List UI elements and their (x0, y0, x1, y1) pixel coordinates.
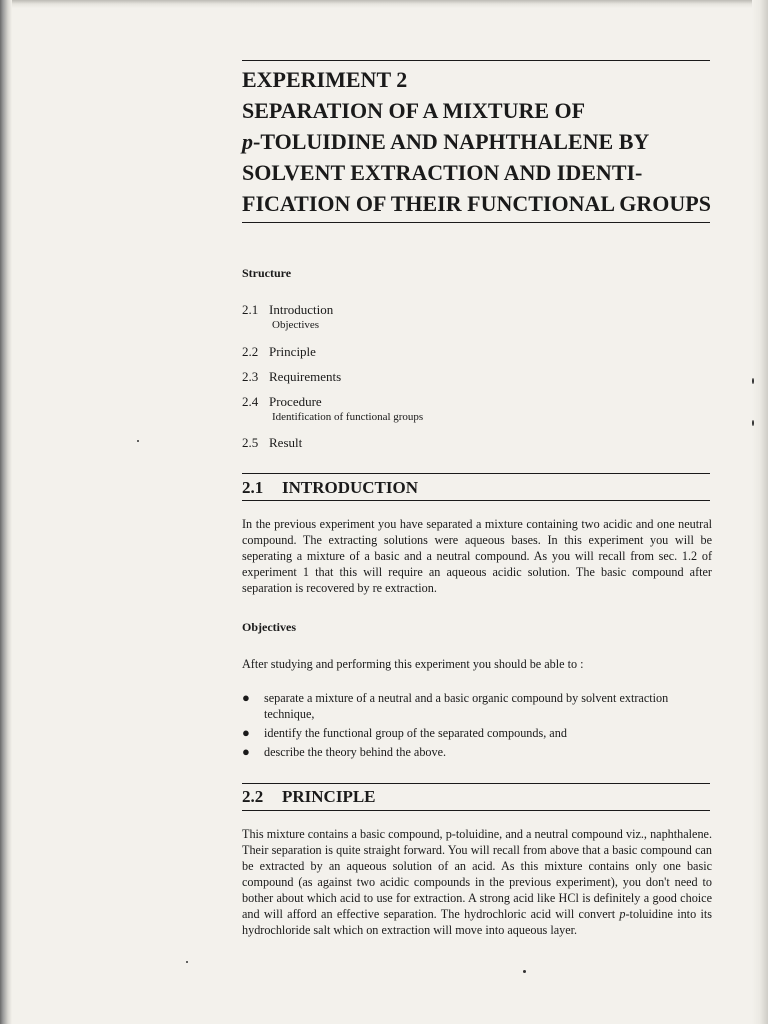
title-line-5: FICATION OF THEIR FUNCTIONAL GROUPS (242, 191, 711, 216)
section-title: PRINCIPLE (282, 787, 376, 806)
title-line-2: SEPARATION OF A MIXTURE OF (242, 98, 586, 123)
toc-label: Procedure (269, 394, 322, 409)
principle-text-a: This mixture contains a basic compound, p-toluidine, and a neutral compound viz., naphthalene. Their separation is quite straight forward. You will recall from above that a basic compound can be extracted by an aqueous solution of an acid. As this mixture contains only one basic compound (as against two acidic compounds in the previous experiment), you don't need to bother about which acid to use for extraction. A strong acid like HCl is definitely a good choice and will afford an effective separation. The hydrochloric acid will convert (242, 827, 712, 921)
bullet-icon: ● (242, 744, 250, 759)
toc-label: Introduction (269, 302, 334, 317)
title-top-rule (242, 60, 710, 61)
list-item (242, 744, 712, 760)
section-title: INTRODUCTION (282, 478, 419, 497)
toc-number: 2.3 (242, 369, 259, 384)
title-bottom-rule (242, 222, 710, 223)
toc-item-result (242, 435, 302, 451)
principle-top-rule (242, 783, 710, 784)
toc-number: 2.5 (242, 435, 259, 450)
scan-speck (137, 440, 139, 442)
toc-item-procedure (242, 394, 423, 424)
title-p-italic: p (242, 129, 253, 154)
scan-speck (186, 961, 188, 963)
title-line-3-text: -TOLUIDINE AND NAPHTHALENE BY (253, 129, 650, 154)
title-line-4: SOLVENT EXTRACTION AND IDENTI- (242, 160, 643, 185)
intro-top-rule (242, 473, 710, 474)
section-number: 2.1 (242, 478, 264, 497)
objective-text: separate a mixture of a neutral and a basic organic compound by solvent extraction technique, (264, 691, 669, 721)
toc-label: Result (269, 435, 303, 450)
scan-speck (523, 970, 526, 973)
principle-paragraph (242, 826, 712, 938)
principle-text-b: -toluidine into its hydrochloride salt which on extraction will move into aqueous layer. (242, 907, 712, 937)
objectives-intro: After studying and performing this experiment you should be able to : (242, 657, 584, 671)
bullet-icon: ● (242, 690, 250, 705)
toc-subitem: Identification of functional groups (272, 411, 424, 423)
objectives-list (242, 690, 712, 763)
principle-bottom-rule (242, 810, 710, 811)
intro-bottom-rule (242, 500, 710, 501)
structure-heading: Structure (242, 266, 292, 280)
scan-speck (752, 378, 754, 384)
objective-text: describe the theory behind the above. (264, 745, 447, 759)
toc-number: 2.2 (242, 344, 259, 359)
toc-subitem: Objectives (272, 319, 320, 331)
scan-edge-top (0, 0, 768, 8)
title-line-3 (242, 126, 712, 157)
list-item (242, 690, 712, 722)
toc-label: Requirements (269, 369, 342, 384)
objectives-heading: Objectives (242, 620, 296, 634)
list-item (242, 725, 712, 741)
scan-edge-left (0, 0, 12, 1024)
toc-number: 2.1 (242, 302, 259, 317)
toc-item-introduction (242, 302, 333, 332)
title-line-1: EXPERIMENT 2 (242, 67, 408, 92)
toc-number: 2.4 (242, 394, 259, 409)
introduction-paragraph: In the previous experiment you have separated a mixture containing two acidic and one neutral compound. The extracting solutions were aqueous bases. In this experiment you will be seperating a mixture of a basic and a neutral compound. As you will recall from sec. 1.2 of experiment 1 that this will require an aqueous acidic solution. The basic compound after separation is recovered by re extraction. (242, 517, 712, 595)
bullet-icon: ● (242, 725, 250, 740)
section-number: 2.2 (242, 787, 264, 806)
toc-item-requirements (242, 369, 341, 385)
section-heading-introduction (242, 478, 418, 498)
section-heading-principle (242, 787, 376, 807)
principle-p-italic: p (619, 907, 626, 921)
toc-label: Principle (269, 344, 316, 359)
scan-speck (752, 420, 754, 426)
toc-item-principle (242, 344, 316, 360)
scan-edge-right (752, 0, 768, 1024)
objective-text: identify the functional group of the separated compounds, and (264, 726, 567, 740)
experiment-title (242, 64, 712, 219)
